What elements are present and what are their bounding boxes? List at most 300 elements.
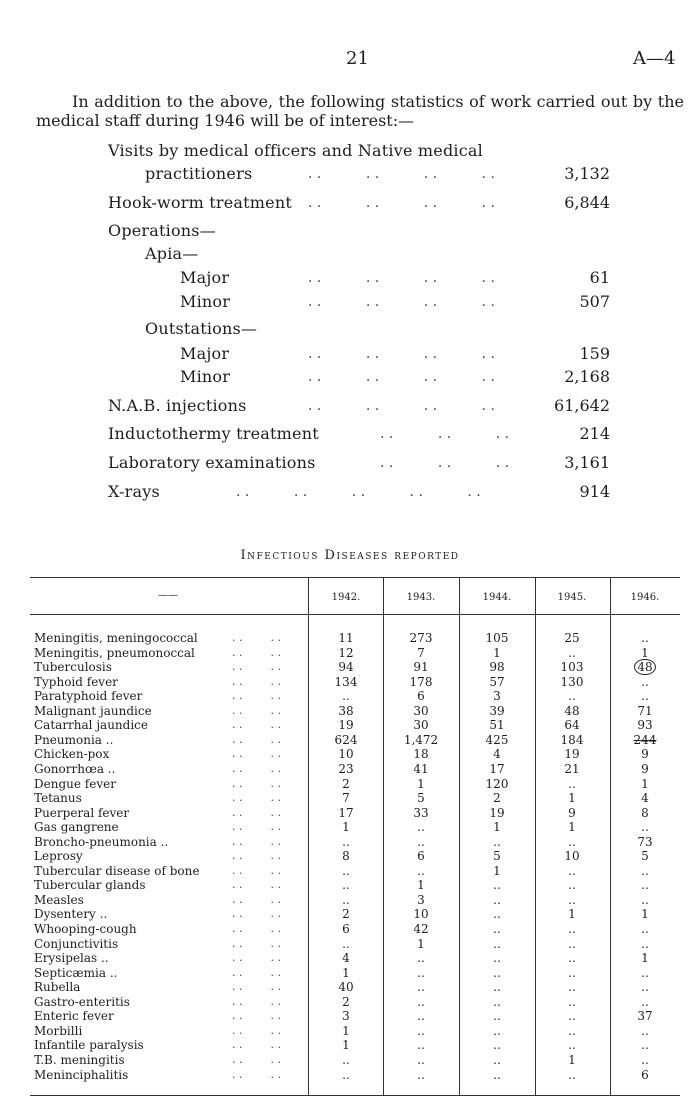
table-cell [542, 675, 602, 689]
table-cell [467, 937, 527, 951]
table-cell [615, 747, 675, 761]
table-cell [542, 835, 602, 849]
leader-dots: . . . . [232, 907, 281, 921]
table-cell [467, 820, 527, 834]
table-cell-value: .. [568, 863, 576, 878]
stat-out-major-label: Major [180, 344, 230, 363]
table-cell-value: 425 [485, 732, 509, 747]
table-cell [615, 791, 675, 805]
table-cell-value: .. [641, 631, 649, 645]
table-cell-value: 57 [489, 674, 505, 689]
table-cell-value: 37 [637, 1009, 653, 1024]
table-cell-value: 1 [342, 1038, 350, 1053]
table-cell-value: 5 [641, 849, 649, 864]
stat-visits-label: Visits by medical officers and Native medical [108, 141, 483, 160]
table-cell-value: 120 [485, 776, 509, 791]
table-row-label: Typhoid fever [34, 674, 118, 689]
table-cell [615, 1068, 675, 1082]
leader-dots: . . . . [232, 1009, 281, 1023]
table-cell-value: .. [641, 878, 649, 893]
table-row-label: Conjunctivitis [34, 936, 119, 951]
table-cell [316, 878, 376, 892]
table-cell [391, 747, 451, 761]
table-cell [542, 893, 602, 907]
table-cell-value: 93 [637, 718, 653, 733]
table-cell-value: .. [568, 951, 576, 966]
table-cell-value: .. [641, 922, 649, 936]
table-cell-value: 3 [493, 689, 501, 704]
table-cell-value: 41 [413, 761, 429, 776]
table-cell [467, 893, 527, 907]
table-cell-value: 244 [633, 732, 657, 747]
table-cell [542, 995, 602, 1009]
leader-dots: . . . . . . . . [308, 195, 495, 211]
column-divider [308, 577, 309, 1095]
table-cell-value: 1 [342, 820, 350, 835]
table-cell-value: 8 [641, 805, 649, 820]
table-cell-value: 17 [338, 805, 354, 820]
table-cell [391, 675, 451, 689]
table-cell [467, 1024, 527, 1038]
table-cell-value: .. [568, 689, 576, 704]
leader-dots: . . . . . . . . [308, 346, 495, 362]
table-cell-value: .. [342, 892, 350, 907]
table-cell [615, 951, 675, 965]
table-row-label: Dengue fever [34, 776, 116, 791]
table-row-label: Tubercular glands [34, 878, 146, 893]
stat-nab-label: N.A.B. injections [108, 396, 247, 415]
table-cell-value: 1 [493, 820, 501, 835]
leader-dots: . . . . [232, 1052, 281, 1066]
table-cell [615, 1009, 675, 1023]
table-cell [316, 966, 376, 980]
stat-lab-value: 3,161 [564, 453, 610, 472]
table-cell-value: 134 [334, 674, 358, 689]
table-cell-value: .. [641, 994, 649, 1009]
stat-inducto-value: 214 [579, 424, 610, 443]
table-cell-value: 5 [417, 791, 425, 806]
table-cell [615, 718, 675, 732]
table-cell [542, 689, 602, 703]
table-row-label: Broncho-pneumonia .. [34, 834, 169, 849]
table-cell-value: 73 [637, 834, 653, 849]
table-cell-value: .. [568, 834, 576, 849]
intro-text: In addition to the above, the following statistics of work carried out by the medical staff during 1946 will be of interest:— [36, 92, 684, 130]
table-cell-value: 1 [493, 645, 501, 660]
table-cell [542, 878, 602, 892]
table-cell-value: .. [493, 1038, 501, 1053]
table-row-label: Leprosy [34, 849, 83, 864]
table-cell-value: .. [342, 936, 350, 951]
table-cell-value: .. [568, 878, 576, 893]
table-cell [391, 660, 451, 674]
table-cell [316, 704, 376, 718]
table-cell [615, 835, 675, 849]
table-cell [542, 1053, 602, 1067]
table-cell [391, 704, 451, 718]
table-row-label: Tuberculosis [34, 660, 112, 675]
table-cell-value: 105 [485, 631, 509, 645]
table-cell-value: .. [342, 878, 350, 893]
table-cell [615, 893, 675, 907]
table-cell-value: 10 [413, 907, 429, 922]
table-cell-value: .. [417, 1067, 425, 1082]
table-cell [615, 937, 675, 951]
table-cell [467, 922, 527, 936]
year-header-1946: 1946. [630, 592, 660, 603]
table-cell-value: .. [641, 1038, 649, 1053]
table-cell [467, 1068, 527, 1082]
table-cell-value: 624 [334, 732, 358, 747]
table-cell [316, 733, 376, 747]
table-cell-value: 51 [489, 718, 505, 733]
column-divider [459, 577, 460, 1095]
table-cell [316, 791, 376, 805]
table-cell [391, 718, 451, 732]
table-cell [391, 631, 451, 645]
table-cell [316, 951, 376, 965]
table-cell-value: .. [493, 951, 501, 966]
stat-visits-value: 3,132 [564, 164, 610, 183]
stat-apia-minor-value: 507 [579, 292, 610, 311]
table-cell [467, 980, 527, 994]
table-cell-value: 1 [641, 907, 649, 922]
leader-dots: . . . . [232, 791, 281, 805]
table-cell-value: .. [493, 994, 501, 1009]
table-cell [467, 631, 527, 645]
table-cell-value: .. [568, 892, 576, 907]
table-cell [615, 995, 675, 1009]
table-row-label: Rubella [34, 980, 81, 995]
stat-apia-major-value: 61 [589, 268, 610, 287]
leader-dots: . . . . [232, 849, 281, 863]
table-cell-value: 2 [342, 994, 350, 1009]
table-cell [467, 849, 527, 863]
table-cell [615, 966, 675, 980]
table-cell-value: 71 [637, 703, 653, 718]
table-cell [542, 777, 602, 791]
table-cell-value: 25 [564, 631, 580, 645]
table-cell [615, 704, 675, 718]
table-cell [391, 995, 451, 1009]
table-cell [542, 966, 602, 980]
stat-out-minor-label: Minor [180, 367, 231, 386]
table-cell [467, 1009, 527, 1023]
table-cell-value: 30 [413, 703, 429, 718]
table-cell [542, 849, 602, 863]
leader-dots: . . . . [232, 892, 281, 906]
table-cell [467, 762, 527, 776]
table-cell [391, 646, 451, 660]
table-cell [467, 806, 527, 820]
table-cell-value: .. [641, 689, 649, 704]
table-cell-value: .. [493, 834, 501, 849]
table-cell [467, 864, 527, 878]
table-cell [542, 820, 602, 834]
table-cell [316, 995, 376, 1009]
table-cell-value: 33 [413, 805, 429, 820]
table-cell-value: 10 [564, 849, 580, 864]
table-cell [391, 762, 451, 776]
table-cell-value: 9 [641, 747, 649, 762]
table-cell [391, 733, 451, 747]
table-cell [615, 1038, 675, 1052]
table-cell-value: .. [493, 980, 501, 995]
table-cell-value: .. [417, 820, 425, 835]
table-cell [615, 864, 675, 878]
table-row-label: Septicæmia .. [34, 965, 118, 980]
table-row-label: Gonorrhœa .. [34, 761, 116, 776]
table-cell [467, 747, 527, 761]
table-cell [467, 660, 527, 674]
table-cell-value: .. [417, 863, 425, 878]
table-cell [316, 1068, 376, 1082]
leader-dots: . . . . [232, 660, 281, 674]
table-row-label: Paratyphoid fever [34, 689, 143, 704]
table-cell-value: .. [641, 1023, 649, 1038]
table-cell [542, 937, 602, 951]
leader-dots: . . . . [232, 1023, 281, 1037]
table-cell-value: .. [568, 1023, 576, 1038]
table-row-label: Gastro-enteritis [34, 994, 130, 1009]
table-cell-value: 48 [634, 659, 655, 675]
stat-apia-major-label: Major [180, 268, 230, 287]
table-cell-value: 38 [338, 703, 354, 718]
table-cell-value: 19 [564, 747, 580, 762]
table-cell [316, 835, 376, 849]
table-cell-value: 42 [413, 922, 429, 936]
table-cell [391, 820, 451, 834]
leader-dots: . . . . . . . . [308, 398, 495, 414]
stat-apia-label: Apia— [145, 244, 199, 263]
leader-dots: . . . . [232, 674, 281, 688]
table-cell [615, 660, 675, 674]
leader-dots: . . . . [232, 820, 281, 834]
stat-hookworm-value: 6,844 [564, 193, 610, 212]
table-cell-value: 4 [493, 747, 501, 762]
table-cell [615, 646, 675, 660]
table-cell-value: .. [568, 965, 576, 980]
table-row-label: Chicken-pox [34, 747, 110, 762]
table-cell [316, 747, 376, 761]
table-top-rule [30, 577, 680, 578]
table-cell [467, 675, 527, 689]
table-cell [542, 864, 602, 878]
table-cell [391, 980, 451, 994]
table-cell [316, 820, 376, 834]
document-code: A—4 [633, 48, 676, 69]
table-cell [316, 849, 376, 863]
year-header-1943: 1943. [406, 592, 436, 603]
table-cell [467, 1038, 527, 1052]
column-divider [535, 577, 536, 1095]
table-cell-value: 2 [493, 791, 501, 806]
leader-dots: . . . . [232, 965, 281, 979]
table-cell-value: 6 [417, 689, 425, 704]
table-cell-value: 7 [417, 645, 425, 660]
table-cell [391, 922, 451, 936]
table-cell-value: 5 [493, 849, 501, 864]
table-cell-value: .. [641, 1052, 649, 1067]
page-number: 21 [346, 48, 369, 69]
table-title: Infectious Diseases reported [240, 548, 460, 563]
table-cell-value: .. [417, 1023, 425, 1038]
stat-xrays-label: X-rays [108, 482, 160, 501]
table-cell [316, 777, 376, 791]
table-cell-value: .. [493, 892, 501, 907]
table-cell [467, 704, 527, 718]
stat-apia-minor-label: Minor [180, 292, 231, 311]
table-cell-value: 18 [413, 747, 429, 762]
table-cell [542, 1068, 602, 1082]
table-cell-value: 103 [560, 660, 584, 675]
table-cell-value: 39 [489, 703, 505, 718]
table-cell-value: .. [417, 965, 425, 980]
table-cell-value: 40 [338, 980, 354, 995]
table-cell-value: 184 [560, 732, 584, 747]
table-cell-value: .. [493, 922, 501, 936]
table-cell [542, 1024, 602, 1038]
leader-dots: . . . . [232, 703, 281, 717]
leader-dots: . . . . . . . . [308, 270, 495, 286]
table-row-label: Measles [34, 892, 84, 907]
table-cell [615, 922, 675, 936]
table-cell-value: 6 [641, 1067, 649, 1082]
table-cell-value: .. [493, 936, 501, 951]
table-cell-value: 1 [641, 645, 649, 660]
table-cell-value: 10 [338, 747, 354, 762]
table-cell-value: 178 [409, 674, 433, 689]
table-cell-value: .. [342, 689, 350, 704]
stat-xrays-value: 914 [579, 482, 610, 501]
table-cell [542, 980, 602, 994]
table-cell [316, 1053, 376, 1067]
table-cell-value: 1 [417, 936, 425, 951]
table-cell-value: 17 [489, 761, 505, 776]
table-cell-value: .. [568, 922, 576, 936]
table-cell-value: .. [493, 1067, 501, 1082]
leader-dots: . . . . [232, 631, 281, 644]
year-header-1945: 1945. [557, 592, 587, 603]
table-cell [615, 733, 675, 747]
table-cell [542, 1009, 602, 1023]
table-cell [316, 864, 376, 878]
table-cell-value: .. [641, 965, 649, 980]
stat-inducto-label: Inductothermy treatment [108, 424, 319, 443]
table-cell [542, 747, 602, 761]
table-cell [467, 878, 527, 892]
table-cell-value: 2 [342, 907, 350, 922]
table-cell-value: 1 [342, 965, 350, 980]
table-cell-value: 19 [489, 805, 505, 820]
table-cell [542, 646, 602, 660]
table-cell [467, 1053, 527, 1067]
table-header-rule [30, 614, 680, 615]
table-cell [391, 1024, 451, 1038]
table-row-label: Whooping-cough [34, 922, 137, 936]
table-cell-value: 98 [489, 660, 505, 675]
table-cell [615, 631, 675, 645]
table-cell [391, 1009, 451, 1023]
table-cell [542, 733, 602, 747]
table-cell [542, 660, 602, 674]
leader-dots: . . . . . . . . [308, 369, 495, 385]
table-cell-value: 19 [338, 718, 354, 733]
leader-dots: . . . . [232, 689, 281, 703]
table-row-label: Pneumonia .. [34, 732, 114, 747]
table-cell-value: .. [493, 907, 501, 922]
table-cell [467, 689, 527, 703]
table-cell [391, 806, 451, 820]
table-cell-value: .. [417, 994, 425, 1009]
table-cell [391, 1038, 451, 1052]
table-cell-value: 3 [342, 1009, 350, 1024]
table-cell-value: .. [641, 936, 649, 951]
table-cell [316, 1024, 376, 1038]
stat-lab-label: Laboratory examinations [108, 453, 316, 472]
leader-dots: . . . . [232, 834, 281, 848]
table-row-label: Catarrhal jaundice [34, 718, 148, 733]
leader-dots: . . . . [232, 732, 281, 746]
table-cell-value: 1 [641, 776, 649, 791]
table-cell-value: .. [417, 980, 425, 995]
table-cell [316, 1038, 376, 1052]
table-cell-value: 9 [641, 761, 649, 776]
table-cell [615, 1053, 675, 1067]
intro-paragraph [36, 92, 684, 130]
table-cell [316, 922, 376, 936]
table-cell [467, 718, 527, 732]
table-cell-value: .. [342, 834, 350, 849]
stat-out-minor-value: 2,168 [564, 367, 610, 386]
table-cell [316, 689, 376, 703]
stat-hookworm-label: Hook-worm treatment [108, 193, 292, 212]
table-cell [316, 646, 376, 660]
leader-dots: . . . . [232, 718, 281, 732]
table-cell [615, 675, 675, 689]
leader-dots: . . . . [232, 994, 281, 1008]
table-cell-value: 6 [417, 849, 425, 864]
table-cell-value: .. [493, 1052, 501, 1067]
table-row-label: Meningitis, meningococcal [34, 631, 198, 645]
table-cell-value: 1 [493, 863, 501, 878]
leader-dots: . . . . . . . . [308, 166, 495, 182]
table-cell-value: 23 [338, 761, 354, 776]
table-cell [316, 907, 376, 921]
leader-dots: . . . . . . . . [308, 294, 495, 310]
table-cell [391, 951, 451, 965]
table-cell-value: 3 [417, 892, 425, 907]
table-cell [316, 660, 376, 674]
table-cell-value: 1 [568, 1052, 576, 1067]
table-row-label: Tetanus [34, 791, 82, 806]
table-cell-value: .. [493, 1023, 501, 1038]
table-cell [467, 646, 527, 660]
table-cell [391, 791, 451, 805]
table-cell-value: .. [493, 878, 501, 893]
table-cell [542, 907, 602, 921]
table-cell [316, 762, 376, 776]
table-cell [615, 980, 675, 994]
table-cell-value: 1 [342, 1023, 350, 1038]
label-column-header: —— [158, 590, 178, 601]
table-cell [615, 1024, 675, 1038]
table-cell-value: .. [493, 965, 501, 980]
table-cell [467, 951, 527, 965]
table-cell [391, 907, 451, 921]
table-cell-value: .. [417, 1052, 425, 1067]
table-cell [615, 878, 675, 892]
